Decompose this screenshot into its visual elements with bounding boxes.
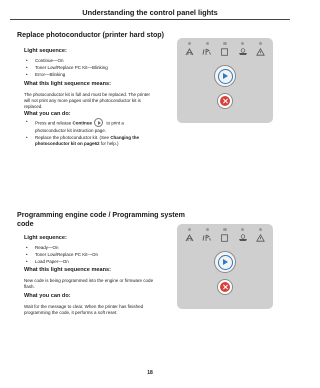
meaning-text: New code is being programmed into the engine or firmware code flash. — [24, 278, 154, 289]
list-item — [24, 135, 156, 147]
continue-button[interactable] — [214, 251, 236, 273]
continue-button[interactable] — [214, 65, 236, 87]
todo-text: Press and release — [35, 120, 72, 126]
list-item: • Error—Blinking — [24, 72, 108, 79]
error-icon — [256, 234, 265, 242]
panel-light-row — [181, 228, 269, 242]
toner-low-light — [201, 228, 213, 242]
continue-label: Continue — [72, 120, 93, 126]
load-paper-light — [219, 42, 231, 56]
ready-icon — [185, 48, 194, 56]
toner-low-light — [201, 42, 213, 56]
light-sequence-heading: Light sequence: — [24, 235, 67, 241]
ready-light — [184, 42, 196, 56]
light-sequence-heading: Light sequence: — [24, 48, 67, 54]
light-indicator — [188, 42, 191, 45]
todo-heading: What you can do: — [24, 293, 71, 299]
load-paper-icon — [220, 48, 229, 56]
control-panel-illustration — [177, 224, 273, 309]
light-sequence-list — [24, 58, 108, 78]
load-paper-light — [219, 228, 231, 242]
continue-button-icon — [94, 118, 103, 127]
paper-jam-light — [237, 42, 249, 56]
cross-reference-link[interactable]: Changing the photoconductor kit on page62 — [35, 134, 140, 146]
light-indicator — [259, 42, 262, 45]
meaning-text: The photoconductor kit is full and must be replaced. The printer will not print any more pages until the photoconductor kit is replaced. — [24, 92, 150, 109]
cancel-x-icon — [220, 282, 230, 292]
page-number: 18 — [147, 370, 153, 376]
cancel-button[interactable] — [217, 279, 233, 295]
header-divider — [10, 19, 290, 20]
play-icon — [218, 255, 233, 270]
light-indicator — [188, 228, 191, 231]
light-indicator — [223, 228, 226, 231]
light-indicator — [241, 42, 244, 45]
section-title-replace-photoconductor: Replace photoconductor (printer hard stop) — [17, 31, 165, 39]
section-title-programming-code — [17, 211, 185, 228]
list-item: • Load Paper—On — [24, 259, 98, 266]
toner-low-replace-pc-kit-icon — [202, 234, 212, 242]
light-indicator — [223, 42, 226, 45]
todo-text: to print a photoconductor kit instruction page. — [35, 120, 124, 133]
todo-heading: What you can do: — [24, 111, 71, 117]
list-item: • Continue—On — [24, 58, 108, 65]
light-indicator — [206, 42, 209, 45]
todo-text: for help.) — [100, 140, 119, 146]
meaning-heading: What this light sequence means: — [24, 267, 112, 273]
play-icon — [218, 69, 233, 84]
meaning-heading: What this light sequence means: — [24, 81, 112, 87]
control-panel-illustration — [177, 38, 273, 123]
light-indicator — [259, 228, 262, 231]
panel-light-row — [181, 42, 269, 56]
section-title-line: code — [17, 219, 34, 228]
todo-list — [24, 119, 156, 146]
list-item: • Toner Low/Replace PC Kit—Blinking — [24, 65, 108, 72]
paper-jam-icon — [238, 48, 248, 56]
todo-text: Replace the photoconductor kit. (See — [35, 134, 110, 140]
list-item: • Toner Low/Replace PC Kit—On — [24, 252, 98, 259]
toner-low-replace-pc-kit-icon — [202, 48, 212, 56]
error-light — [254, 228, 266, 242]
cancel-button[interactable] — [217, 93, 233, 109]
section-title-line: Programming engine code / Programming system — [17, 211, 185, 219]
ready-icon — [185, 234, 194, 242]
paper-jam-light — [237, 228, 249, 242]
load-paper-icon — [220, 234, 229, 242]
paper-jam-icon — [238, 234, 248, 242]
light-indicator — [241, 228, 244, 231]
page-header: Understanding the control panel lights — [82, 8, 218, 17]
list-item: • Ready—On — [24, 245, 98, 252]
cancel-x-icon — [220, 96, 230, 106]
light-indicator — [206, 228, 209, 231]
ready-light — [184, 228, 196, 242]
error-light — [254, 42, 266, 56]
error-icon — [256, 48, 265, 56]
light-sequence-list — [24, 245, 98, 265]
todo-text: Wait for the message to clear. When the printer has finished programming the code, it performs a soft reset. — [24, 304, 144, 315]
list-item — [24, 119, 156, 134]
